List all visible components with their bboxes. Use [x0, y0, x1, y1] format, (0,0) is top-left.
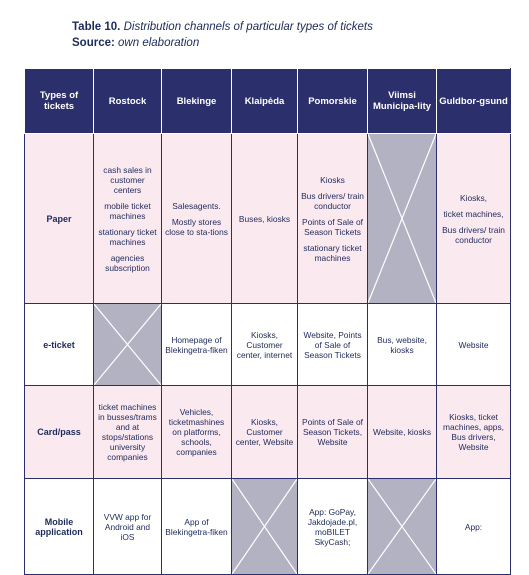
- table-caption: [72, 19, 373, 51]
- col-header-klaipeda: Klaipėda: [232, 69, 298, 134]
- cell-text: Website: [458, 339, 489, 350]
- col-header-blekinge: Blekinge: [162, 69, 232, 134]
- cell-text: VVW app for Android and iOS: [103, 511, 152, 542]
- source-label: Source:: [72, 37, 115, 49]
- not-applicable-cell-klaipeda: [232, 479, 298, 575]
- row-header: Mobile application: [25, 479, 94, 575]
- cell-text: Kiosks,: [460, 192, 487, 203]
- caption-source-line: [72, 35, 373, 51]
- cross-mark-icon: [232, 479, 297, 574]
- cell-blekinge: [162, 479, 232, 575]
- cell-text: agencies subscription: [105, 252, 150, 273]
- cell-text: Bus drivers/ train conductor: [442, 224, 505, 245]
- cross-mark-icon: [368, 479, 436, 574]
- source-text: own elaboration: [118, 37, 200, 49]
- col-header-rostock: Rostock: [94, 69, 162, 134]
- cell-text: Bus drivers/ train conductor: [301, 190, 364, 211]
- cell-klaipeda: [232, 386, 298, 479]
- cell-text: App of Blekingetra-fiken: [165, 516, 228, 537]
- cell-text: Kiosks, Customer center, internet: [236, 329, 293, 360]
- row-header: Paper: [25, 134, 94, 304]
- col-header-guldborgsund: Guldbor-gsund: [437, 69, 511, 134]
- table-row: [25, 304, 511, 386]
- cross-mark-icon: [368, 134, 436, 303]
- col-header-pomorskie: Pomorskie: [298, 69, 368, 134]
- cell-text: Points of Sale of Season Tickets, Website: [302, 417, 363, 447]
- cell-pomorskie: [298, 386, 368, 479]
- header-row: [25, 69, 511, 134]
- cell-blekinge: [162, 386, 232, 479]
- cell-text: stationary ticket machines: [98, 226, 157, 247]
- col-header-types: Types of tickets: [25, 69, 94, 134]
- row-header: e-ticket: [25, 304, 94, 386]
- caption-label: Table 10.: [72, 21, 121, 33]
- not-applicable-cell-viimsi: [368, 479, 437, 575]
- cell-viimsi: [368, 386, 437, 479]
- cell-pomorskie: [298, 134, 368, 304]
- caption-title: Distribution channels of particular types of tickets: [123, 21, 373, 33]
- cell-text: Kiosks, ticket machines, apps, Bus drivers, Website: [443, 412, 504, 452]
- distribution-table: [24, 68, 511, 575]
- cell-text: Website, kiosks: [372, 427, 432, 437]
- cell-text: Kiosks, Customer center, Website: [235, 417, 294, 447]
- cell-text: cash sales in customer centers: [103, 164, 152, 195]
- caption-title-line: [72, 19, 373, 35]
- cell-text: App: GoPay, Jakdojade.pl, moBILET SkyCash;: [307, 506, 358, 547]
- cell-text: Mostly stores close to sta-tions: [165, 216, 228, 237]
- cell-text: ticket machines in busses/trams and at stops/stations university companies: [98, 402, 157, 462]
- cell-rostock: [94, 479, 162, 575]
- cell-text: stationary ticket machines: [303, 242, 362, 263]
- cell-text: ticket machines,: [443, 208, 504, 219]
- cell-rostock: [94, 134, 162, 304]
- cell-blekinge: [162, 134, 232, 304]
- cell-klaipeda: [232, 304, 298, 386]
- cell-text: Bus, website, kiosks: [377, 334, 427, 355]
- cell-text: Buses, kiosks: [238, 213, 291, 224]
- table-row: [25, 134, 511, 304]
- not-applicable-cell-viimsi: [368, 134, 437, 304]
- row-header: Card/pass: [25, 386, 94, 479]
- cell-text: Homepage of Blekingetra-fiken: [165, 334, 228, 355]
- cell-text: Points of Sale of Season Tickets: [302, 216, 363, 237]
- cell-guldborgsund: [437, 386, 511, 479]
- cross-mark-icon: [94, 304, 161, 385]
- cell-viimsi: [368, 304, 437, 386]
- table-row: [25, 386, 511, 479]
- cell-guldborgsund: [437, 304, 511, 386]
- cell-text: mobile ticket machines: [104, 200, 151, 221]
- cell-pomorskie: [298, 479, 368, 575]
- cell-guldborgsund: [437, 134, 511, 304]
- cell-klaipeda: [232, 134, 298, 304]
- cell-text: Vehicles, ticketmashines on platforms, schools, companies: [168, 407, 225, 457]
- cell-pomorskie: [298, 304, 368, 386]
- not-applicable-cell-rostock: [94, 304, 162, 386]
- cell-rostock: [94, 386, 162, 479]
- table-row: [25, 479, 511, 575]
- cell-guldborgsund: [437, 479, 511, 575]
- cell-text: Kiosks: [320, 174, 345, 185]
- cell-text: App:: [464, 521, 483, 532]
- col-header-viimsi: Viimsi Municipa-lity: [368, 69, 437, 134]
- cell-blekinge: [162, 304, 232, 386]
- cell-text: Salesagents.: [172, 200, 221, 211]
- cell-text: Website, Points of Sale of Season Tickets: [303, 329, 362, 360]
